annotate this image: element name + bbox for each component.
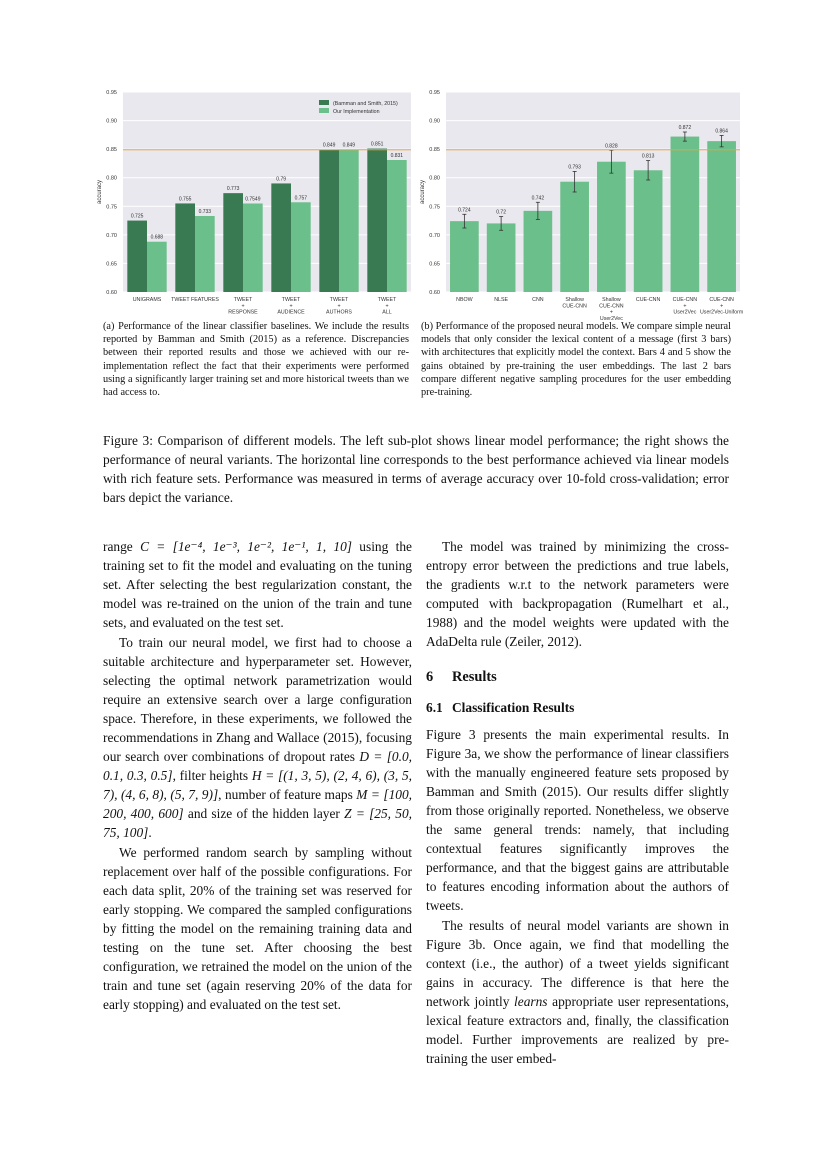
- bar: [175, 203, 195, 292]
- bar: [127, 221, 147, 292]
- y-tick-label: 0.75: [106, 204, 117, 211]
- bar: [524, 211, 553, 292]
- bar: [291, 202, 311, 292]
- bar: [319, 150, 339, 292]
- right-paragraph-2: Figure 3 presents the main experimental results. In Figure 3a, we show the performance of linear classifiers with the manually engineered feature sets proposed by Bamman and Smith (2015). Our results differ slightly from those originally reported. Nonetheless, we observe the same general trends: namely, that including contextual features significantly improves the performance, and that the biggest gains are attributable to features encoding information about the authors of tweets.: [426, 727, 729, 913]
- data-label: 0.851: [370, 141, 384, 148]
- figure-3-caption: Figure 3: Comparison of different models. The left sub-plot shows linear model performance; the right shows the performance of neural variants. The horizontal line corresponds to the best performance achieved via linear models with rich feature sets. Performance was measured in terms of average accuracy over 10-fold cross-validation; error bars depict the variance.: [103, 433, 729, 505]
- y-tick-label: 0.80: [429, 175, 440, 182]
- data-label: 0.773: [226, 186, 240, 193]
- bar: [707, 141, 736, 292]
- x-tick-label: AUDIENCE: [277, 309, 305, 316]
- legend-swatch: [319, 100, 329, 105]
- x-tick-label: TWEET: [329, 297, 349, 303]
- x-tick-label: +: [385, 303, 389, 310]
- bar: [487, 223, 516, 292]
- x-tick-label: TWEET: [377, 297, 397, 303]
- x-tick-label: TWEET FEATURES: [171, 297, 219, 303]
- bar: [223, 193, 243, 292]
- data-label: 0.828: [605, 143, 618, 150]
- bar: [339, 150, 359, 292]
- y-tick-label: 0.65: [429, 261, 440, 268]
- x-tick-label: TWEET: [281, 297, 301, 303]
- bar: [147, 242, 167, 292]
- x-tick-label: User2Vec: [673, 309, 697, 316]
- x-tick-label: +: [683, 303, 687, 310]
- y-tick-label: 0.90: [106, 118, 117, 125]
- data-label: 0.724: [458, 207, 471, 214]
- data-label: 0.793: [568, 164, 581, 171]
- y-axis-label: accuracy: [97, 179, 103, 205]
- y-tick-label: 0.85: [106, 147, 117, 154]
- x-tick-label: User2Vec: [599, 315, 623, 322]
- x-tick-label: CUE-CNN: [709, 297, 734, 303]
- data-label: 0.755: [178, 196, 192, 203]
- x-tick-label: CUE-CNN: [599, 303, 624, 310]
- data-label: 0.864: [715, 128, 728, 135]
- figure-3a-chart: [96, 84, 416, 316]
- bar: [634, 170, 663, 292]
- x-tick-label: ALL: [382, 309, 392, 316]
- data-label: 0.7549: [245, 196, 261, 203]
- x-tick-label: +: [289, 303, 293, 310]
- left-paragraph-2: To train our neural model, we first had to choose a suitable architecture and hyperparameter set. However, selecting the optimal network parametrization would require an extensive search over a large configuration space. Therefore, in these experiments, we followed the recommendations in Zhang and Wallace (2015), focusing our search over combinations of dropout rates D = [0.0, 0.1, 0.3, 0.5], filter heights H = [(1, 3, 5), (2, 4, 6), (3, 5, 7), (4, 6, 8), (5, 7, 9)], number of feature maps M = [100, 200, 400, 600] and size of the hidden layer Z = [25, 50, 75, 100].: [103, 635, 413, 840]
- x-tick-label: UNIGRAMS: [132, 297, 162, 303]
- bar: [243, 203, 263, 292]
- x-tick-label: +: [720, 303, 724, 310]
- right-paragraph-1: The model was trained by minimizing the cross-entropy error between the predictions and true labels, the gradients w.r.t to the network parameters were computed with backpropagation (Rumelhart et al., 1988) and the model weights were updated with the AdaDelta rule (Zeiler, 2012).: [426, 539, 729, 649]
- left-paragraph-1: range C = [1e⁻⁴, 1e⁻³, 1e⁻², 1e⁻¹, 1, 10] using the training set to fit the model and evaluating on the tuning set. After selecting the best regularization constant, the model was re-trained on the union of the train and tune sets, and evaluated on the test set.: [103, 539, 412, 630]
- y-tick-label: 0.70: [429, 232, 440, 239]
- data-label: 0.813: [641, 153, 655, 160]
- data-label: 0.849: [342, 142, 356, 149]
- y-tick-label: 0.95: [429, 90, 440, 96]
- left-column: [103, 537, 412, 1014]
- x-tick-label: NLSE: [494, 297, 509, 303]
- data-label: 0.757: [294, 195, 308, 202]
- y-tick-label: 0.60: [106, 290, 117, 296]
- data-label: 0.742: [531, 195, 545, 202]
- y-tick-label: 0.85: [429, 147, 440, 154]
- x-tick-label: +: [241, 303, 245, 310]
- caption-3b: (b) Performance of the proposed neural models. We compare simple neural models that only consider the lexical content of a message (first 3 bars) with architectures that explicitly model the context. Bars 4 and 5 show the gains obtained by pre-training the user embeddings. The last 2 bars compare different negative sampling procedures for the user embedding pre-training.: [421, 321, 731, 399]
- y-tick-label: 0.65: [106, 261, 117, 268]
- x-tick-label: CUE-CNN: [672, 297, 698, 303]
- y-tick-label: 0.70: [106, 232, 117, 239]
- x-tick-label: AUTHORS: [326, 309, 352, 316]
- y-tick-label: 0.95: [106, 90, 117, 96]
- data-label: 0.872: [678, 125, 692, 131]
- data-label: 0.79: [276, 176, 287, 183]
- x-tick-label: Shallow: [602, 297, 621, 303]
- left-paragraph-3: We performed random search by sampling without replacement over half of the possible configurations. For each data split, 20% of the training set was reserved for early stopping. We compared the sampled configurations by fitting the model on the remaining training data and testing on the tune set. After choosing the best configuration, we retrained the model on the union of the train and tune set (again reserving 20% of the data for early stopping) and evaluated on the test set.: [103, 845, 412, 1012]
- x-tick-label: RESPONSE: [228, 309, 258, 316]
- bar: [367, 149, 387, 292]
- data-label: 0.725: [130, 213, 144, 220]
- bar: [387, 160, 407, 292]
- x-tick-label: +: [337, 303, 341, 310]
- subsection-heading-classification: 6.1 Classification Results: [426, 700, 575, 715]
- bar: [671, 137, 700, 292]
- section-heading-results: 6 Results: [426, 669, 497, 685]
- x-tick-label: NBOW: [456, 297, 473, 303]
- bar: [195, 216, 215, 292]
- y-tick-label: 0.60: [429, 290, 440, 296]
- data-label: 0.831: [390, 153, 404, 159]
- y-axis-label: accuracy: [420, 179, 426, 205]
- x-tick-label: CUE-CNN: [635, 297, 661, 303]
- y-tick-label: 0.90: [429, 118, 440, 125]
- x-tick-label: Shallow: [565, 297, 584, 303]
- x-tick-label: User2Vec-Uniform: [699, 309, 744, 316]
- caption-3a: (a) Performance of the linear classifier baselines. We include the results reported by Bamman and Smith (2015) as a reference. Discrepancies between their reported results and those we achieved with our re-implementation reflect the fact that their experiments were performed using a significantly larger training set and more historical tweets than we had access to.: [103, 321, 409, 399]
- legend-label: Our Implementation: [333, 109, 380, 115]
- right-column: [426, 537, 729, 1068]
- legend-label: (Bamman and Smith, 2015): [333, 101, 398, 107]
- bar: [271, 183, 291, 292]
- right-paragraph-3: The results of neural model variants are shown in Figure 3b. Once again, we find that modelling the context (i.e., the author) of a tweet yields significant gains in accuracy. The difference is that here the network jointly learns appropriate user representations, lexical feature extractors and, finally, the classification model. Further improvements are realized by pre-training the user embed-: [426, 918, 729, 1066]
- bar: [560, 182, 589, 292]
- data-label: 0.733: [198, 209, 212, 215]
- data-label: 0.72: [496, 209, 506, 216]
- figure-3b-chart: [420, 84, 744, 322]
- x-tick-label: +: [609, 309, 613, 316]
- y-tick-label: 0.75: [429, 204, 440, 211]
- y-tick-label: 0.80: [106, 175, 117, 182]
- x-tick-label: CUE-CNN: [562, 303, 587, 310]
- bar: [597, 162, 626, 292]
- legend-swatch: [319, 108, 329, 113]
- data-label: 0.688: [150, 234, 164, 241]
- bar: [450, 221, 479, 292]
- x-tick-label: TWEET: [233, 297, 253, 303]
- data-label: 0.849: [322, 142, 336, 149]
- x-tick-label: CNN: [532, 297, 544, 303]
